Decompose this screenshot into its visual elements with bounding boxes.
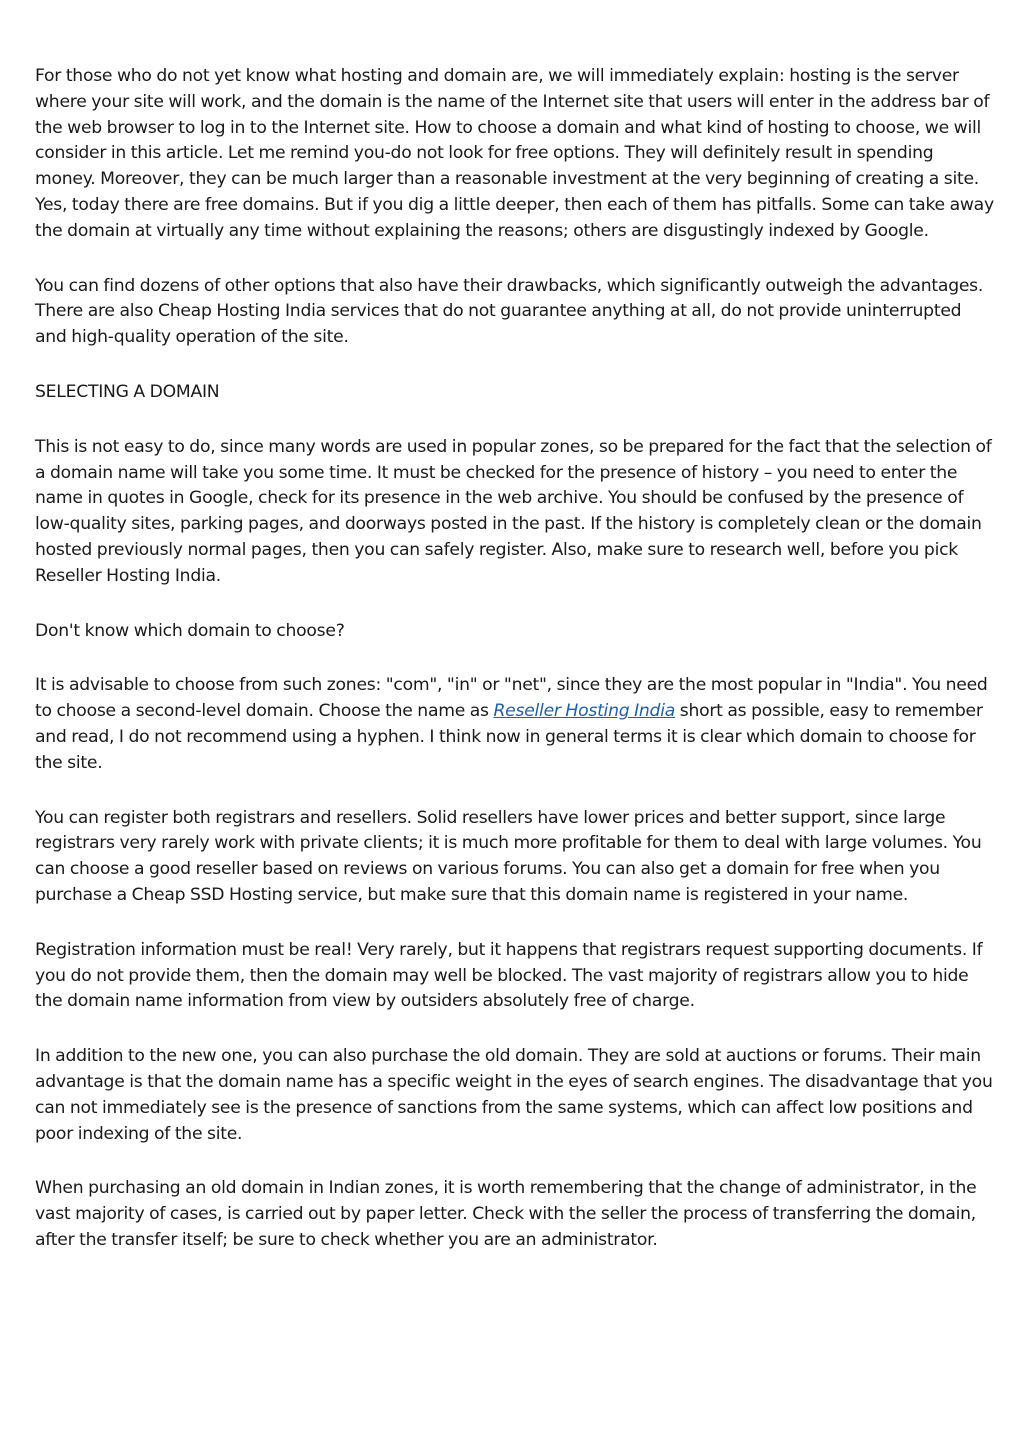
paragraph-domain-selection: This is not easy to do, since many words are used in popular zones, so be prepared for the fact that the selection of a domain name will take you some time. It must be checked for the presence of history – you need to enter the name in quotes in Google, check for its presence in the web archive. You should be confused by the presence of low-quality sites, parking pages, and doorways posted in the past. If the history is completely clean or the domain hosted previously normal pages, then you can safely register. Also, make sure to research well, before you pick Reseller Hosting India.: [35, 436, 992, 586]
section-heading: SELECTING A DOMAIN: [35, 381, 220, 402]
paragraph-zones: [35, 673, 995, 776]
paragraph-question: Don't know which domain to choose?: [35, 620, 345, 641]
paragraph-registrars: You can register both registrars and resellers. Solid resellers have lower prices and better support, since large registrars very rarely work with private clients; it is much more profitable for them to deal with large volumes. You can choose a good reseller based on reviews on various forums. You can also get a domain for free when you purchase a Cheap SSD Hosting service, but make sure that this domain name is registered in your name.: [35, 807, 982, 905]
paragraph-old-domain: In addition to the new one, you can also purchase the old domain. They are sold at auctions or forums. Their main advantage is that the domain name has a specific weight in the eyes of search engines. The disadvantage that you can not immediately see is the presence of sanctions from the same systems, which can affect low positions and poor indexing of the site.: [35, 1046, 993, 1144]
paragraph-intro: For those who do not yet know what hosting and domain are, we will immediately explain: hosting is the server where your site will work, and the domain is the name of the Internet site that users will enter in the address bar of the web browser to log in to the Internet site. How to choose a domain and what kind of hosting to choose, we will consider in this article. Let me remind you-do not look for free options. They will definitely result in spending money. Moreover, they can be much larger than a reasonable investment at the very beginning of creating a site. Yes, today there are free domains. But if you dig a little deeper, then each of them has pitfalls. Some can take away the domain at virtually any time without explaining the reasons; others are disgustingly indexed by Google.: [35, 66, 994, 241]
paragraph-indian-zones: When purchasing an old domain in Indian zones, it is worth remembering that the change of administrator, in the vast majority of cases, is carried out by paper letter. Check with the seller the process of transferring the domain, after the transfer itself; be sure to check whether you are an administrator.: [35, 1178, 977, 1250]
paragraph-other-options: You can find dozens of other options that also have their drawbacks, which significantly outweigh the advantages. There are also Cheap Hosting India services that do not guarantee anything at all, do not provide uninterrupted and high-quality operation of the site.: [35, 275, 984, 348]
paragraph-zones-text-after: short as possible, easy to remember and read, I do not recommend using a hyphen. I think now in general terms it is clear which domain to choose for the site.: [35, 701, 983, 773]
document-body: [35, 64, 995, 1283]
paragraph-zones-text-before: It is advisable to choose from such zones: "com", "in" or "net", since they are the most popular in "India". You need to choose a second-level domain. Choose the name as: [35, 675, 988, 722]
reseller-hosting-india-link[interactable]: Reseller Hosting India: [493, 701, 676, 722]
paragraph-registration-info: Registration information must be real! Very rarely, but it happens that registrars request supporting documents. If you do not provide them, then the domain may well be blocked. The vast majority of registrars allow you to hide the domain name information from view by outsiders absolutely free of charge.: [35, 939, 983, 1012]
